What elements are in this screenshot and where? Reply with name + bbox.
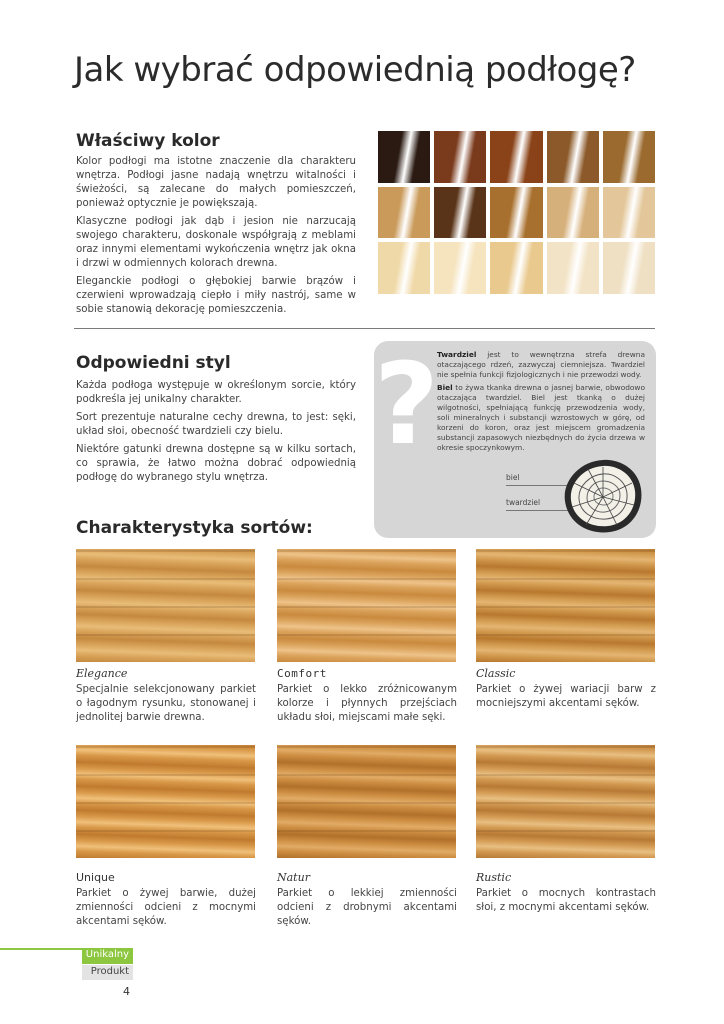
color-swatch: [547, 131, 599, 183]
footer-accent-rule: [0, 948, 82, 950]
term-twardziel: Twardziel: [437, 350, 477, 359]
info-box: [374, 341, 656, 538]
grade-name: Comfort: [277, 667, 327, 680]
color-swatch: [434, 242, 486, 294]
grade-description: Parkiet o żywej barwie, dużej zmienności odcieni z mocnymi akcentami sęków.: [76, 888, 256, 927]
info-text: [437, 350, 645, 456]
def-biel: to żywa tkanka drewna o jasnej barwie, obwodowo otaczająca twardziel. Biel jest tkanką o dużej wilgotności, spełniającą funkcję przewodzenia wody, soli mineralnych i substancji wzrostowych w górę, od korzeni do koron, oraz jest miejscem gromadzenia substancji zapasowych niezbędnych do życia drzewa w okresie spoczynkowym.: [437, 383, 645, 452]
grade-description: Parkiet o żywej wariacji barw z mocniejszymi akcentami sęków.: [476, 684, 656, 709]
wood-sample-image: [476, 549, 655, 662]
color-swatch: [378, 242, 430, 294]
style-paragraph: Sort prezentuje naturalne cechy drewna, to jest: sęki, układ słoi, obecność twardzieli czy bielu.: [76, 412, 356, 437]
grade-description: Parkiet o lekko zróżnicowanym kolorze i płynnych przejściach układu słoi, miejscami małe sęki.: [277, 684, 457, 723]
term-biel: Biel: [437, 383, 453, 392]
grade-name: Natur: [277, 871, 310, 884]
color-swatch: [490, 187, 542, 239]
question-mark-icon: ?: [374, 341, 439, 470]
section-divider: [74, 328, 655, 329]
pointer-line-biel: [506, 485, 568, 486]
footer-line1: Unikalny: [85, 949, 129, 960]
grade-description: Parkiet o lekkiej zmienności odcieni z drobnymi akcentami sęków.: [277, 888, 457, 927]
color-swatch: [378, 131, 430, 183]
section-heading-color: Właściwy kolor: [76, 131, 220, 151]
style-paragraph: Niektóre gatunki drewna dostępne są w kilku sortach, co sprawia, że łatwo można dobrać odpowiednią podłogę do wybranego stylu wnętrza.: [76, 444, 356, 483]
page-number: 4: [123, 985, 130, 998]
section-heading-style: Odpowiedni styl: [76, 353, 231, 373]
color-swatch-grid: [378, 131, 655, 294]
color-swatch: [434, 131, 486, 183]
color-swatch: [547, 187, 599, 239]
grade-name: Elegance: [76, 667, 128, 680]
color-swatch: [547, 242, 599, 294]
grade-name: Rustic: [476, 871, 512, 884]
color-swatch: [603, 242, 655, 294]
color-paragraph: Eleganckie podłogi o głębokiej barwie brązów i czerwieni wprowadzają ciepło i miły nastrój, same w sobie stanowią dekorację pomieszczenia.: [76, 276, 356, 315]
style-paragraph: Każda podłoga występuje w określonym sorcie, który podkreśla jej unikalny charakter.: [76, 380, 356, 405]
grade-description: Parkiet o mocnych kontrastach słoi, z mocnymi akcentami sęków.: [476, 888, 656, 913]
color-swatch: [378, 187, 430, 239]
color-swatch: [434, 187, 486, 239]
tree-ring-icon: [562, 457, 644, 535]
label-twardziel: twardziel: [506, 498, 541, 507]
wood-sample-image: [76, 745, 255, 858]
color-swatch: [603, 187, 655, 239]
color-swatch: [490, 131, 542, 183]
footer-line2: Produkt: [90, 966, 129, 977]
footer-badge-bottom: [82, 965, 133, 980]
page-title: Jak wybrać odpowiednią podłogę?: [74, 50, 636, 90]
color-swatch: [603, 131, 655, 183]
grade-description: Specjalnie selekcjonowany parkiet o łagodnym rysunku, stonowanej i jednolitej barwie drewna.: [76, 684, 256, 723]
grade-name: Unique: [76, 871, 115, 884]
grade-name: Classic: [476, 667, 516, 680]
pointer-line-twardziel: [506, 510, 568, 511]
color-text: [76, 155, 356, 321]
style-text: [76, 379, 356, 489]
wood-sample-image: [76, 549, 255, 662]
wood-sample-image: [476, 745, 655, 858]
color-paragraph: Klasyczne podłogi jak dąb i jesion nie narzucają swojego charakteru, doskonale współgrają z meblami oraz innymi elementami wykończenia wnętrz jak okna i drzwi w odmiennych kolorach drewna.: [76, 216, 356, 269]
wood-sample-image: [277, 745, 456, 858]
color-paragraph: Kolor podłogi ma istotne znaczenie dla charakteru wnętrza. Podłogi jasne nadają wnętrzu witalności i świeżości, są zalecane do małych pomieszczeń, ponieważ optycznie je powiększają.: [76, 156, 356, 209]
wood-sample-image: [277, 549, 456, 662]
def-twardziel: jest to wewnętrzna strefa drewna otaczającego rdzeń, zazwyczaj ciemniejsza. Twardziel nie spełnia funkcji fizjologicznych i nie przewodzi wody.: [437, 350, 645, 379]
label-biel: biel: [506, 473, 520, 482]
color-swatch: [490, 242, 542, 294]
section-heading-grades: Charakterystyka sortów:: [76, 518, 313, 538]
footer-badge-top: [82, 948, 133, 964]
